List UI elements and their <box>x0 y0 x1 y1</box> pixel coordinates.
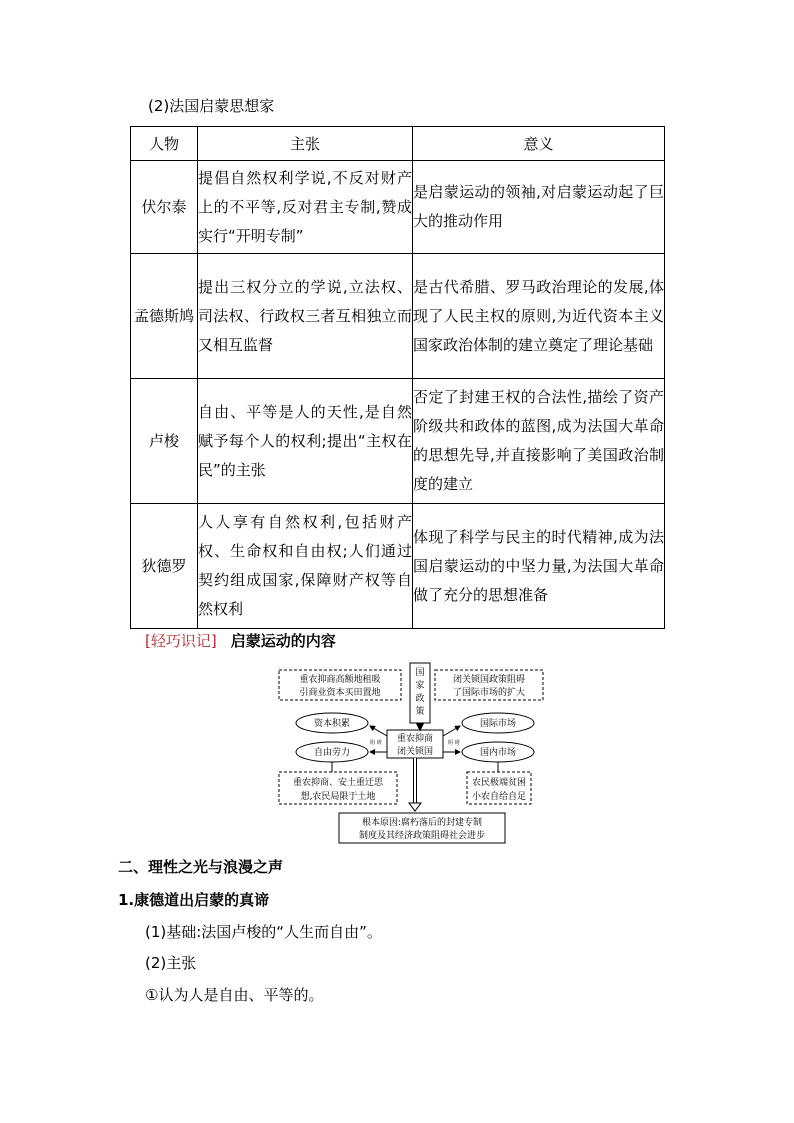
section2-sub1: 1.康德道出启蒙的真谛 <box>118 891 270 909</box>
claim-cell: 提倡自然权利学说,不反对财产上的不平等,反对君主专制,赞成实行“开明专制” <box>198 161 413 254</box>
claim-cell: 人人享有自然权利,包括财产权、生命权和自由权;人们通过契约组成国家,保障财产权等自然权利 <box>198 504 413 629</box>
enlightenment-diagram <box>270 660 550 846</box>
top-right-text-1: 闭关锁国政策阻碍 <box>452 675 526 685</box>
table-row <box>131 254 665 379</box>
table-row <box>131 161 665 254</box>
memory-tip-title: 启蒙运动的内容 <box>230 632 336 650</box>
arrow-to-capital <box>370 726 387 736</box>
table-header-row <box>131 127 665 161</box>
memory-tip-label: [轻巧识记] <box>145 632 217 650</box>
person-cell: 狄德罗 <box>131 504 198 629</box>
policy-char-1: 国 <box>415 668 425 678</box>
root-cause-text-2: 制度及其经济政策阻碍社会进步 <box>358 831 486 841</box>
memory-tip-line <box>145 631 336 651</box>
claim-label: (2)主张 <box>145 954 197 972</box>
person-cell: 孟德斯鸠 <box>131 254 198 379</box>
policy-char-4: 策 <box>415 707 425 717</box>
domestic-market-text: 国内市场 <box>479 748 517 758</box>
table-row <box>131 504 665 629</box>
policy-char-2: 家 <box>415 681 425 691</box>
arrow-to-intl <box>443 726 460 736</box>
top-left-text-1: 重农抑商高额地租吸 <box>299 675 381 685</box>
claim-cell: 提出三权分立的学说,立法权、司法权、行政权三者互相独立而又相互监督 <box>198 254 413 379</box>
significance-cell: 是古代希腊、罗马政治理论的发展,体现了人民主权的原则,为近代资本主义国家政治体制的建立奠定了理论基础 <box>413 254 665 379</box>
left-arrow-label: 阻 碍 <box>370 740 382 746</box>
person-cell: 卢梭 <box>131 379 198 504</box>
bottom-left-text-2: 想,农民局限于土地 <box>300 792 376 802</box>
bottom-left-text-1: 重农抑商、安土重迁思 <box>292 778 384 788</box>
significance-cell: 是启蒙运动的领袖,对启蒙运动起了巨大的推动作用 <box>413 161 665 254</box>
basis-line: (1)基础:法国卢梭的“人生而自由”。 <box>145 923 382 941</box>
intl-market-text: 国际市场 <box>479 719 517 729</box>
policy-char-3: 政 <box>415 694 425 704</box>
table-row <box>131 379 665 504</box>
top-right-text-2: 了国际市场的扩大 <box>452 688 526 698</box>
significance-cell: 体现了科学与民主的时代精神,成为法国启蒙运动的中坚力量,为法国大革命做了充分的思想准备 <box>413 504 665 629</box>
bottom-right-text-2: 小农自给自足 <box>471 792 527 802</box>
free-labor-text: 自由劳力 <box>313 748 351 758</box>
header-claim: 主张 <box>198 127 413 161</box>
bottom-right-text-1: 农民极端贫困 <box>471 778 527 788</box>
claim-cell: 自由、平等是人的天性,是自然赋予每个人的权利;提出“主权在民”的主张 <box>198 379 413 504</box>
center-text-1: 重农抑商 <box>396 734 434 744</box>
significance-cell: 否定了封建王权的合法性,描绘了资产阶级共和政体的蓝图,成为法国大革命的思想先导,并直接影响了美国政治制度的建立 <box>413 379 665 504</box>
person-cell: 伏尔泰 <box>131 161 198 254</box>
point1-line: ①认为人是自由、平等的。 <box>145 986 324 1004</box>
section2-heading: 二、理性之光与浪漫之声 <box>118 858 284 876</box>
enlightenment-thinkers-table <box>130 126 665 629</box>
top-left-text-2: 引商业资本买田置地 <box>299 688 381 698</box>
section-title: (2)法国启蒙思想家 <box>148 97 275 115</box>
header-person: 人物 <box>131 127 198 161</box>
root-cause-text-1: 根本原因:腐朽落后的封建专制 <box>361 818 483 828</box>
capital-text: 资本积累 <box>313 719 351 729</box>
right-arrow-label: 阻 碍 <box>448 740 460 746</box>
center-text-2: 闭关锁国 <box>396 747 434 757</box>
header-significance: 意义 <box>413 127 665 161</box>
down-arrow-head <box>409 803 421 811</box>
